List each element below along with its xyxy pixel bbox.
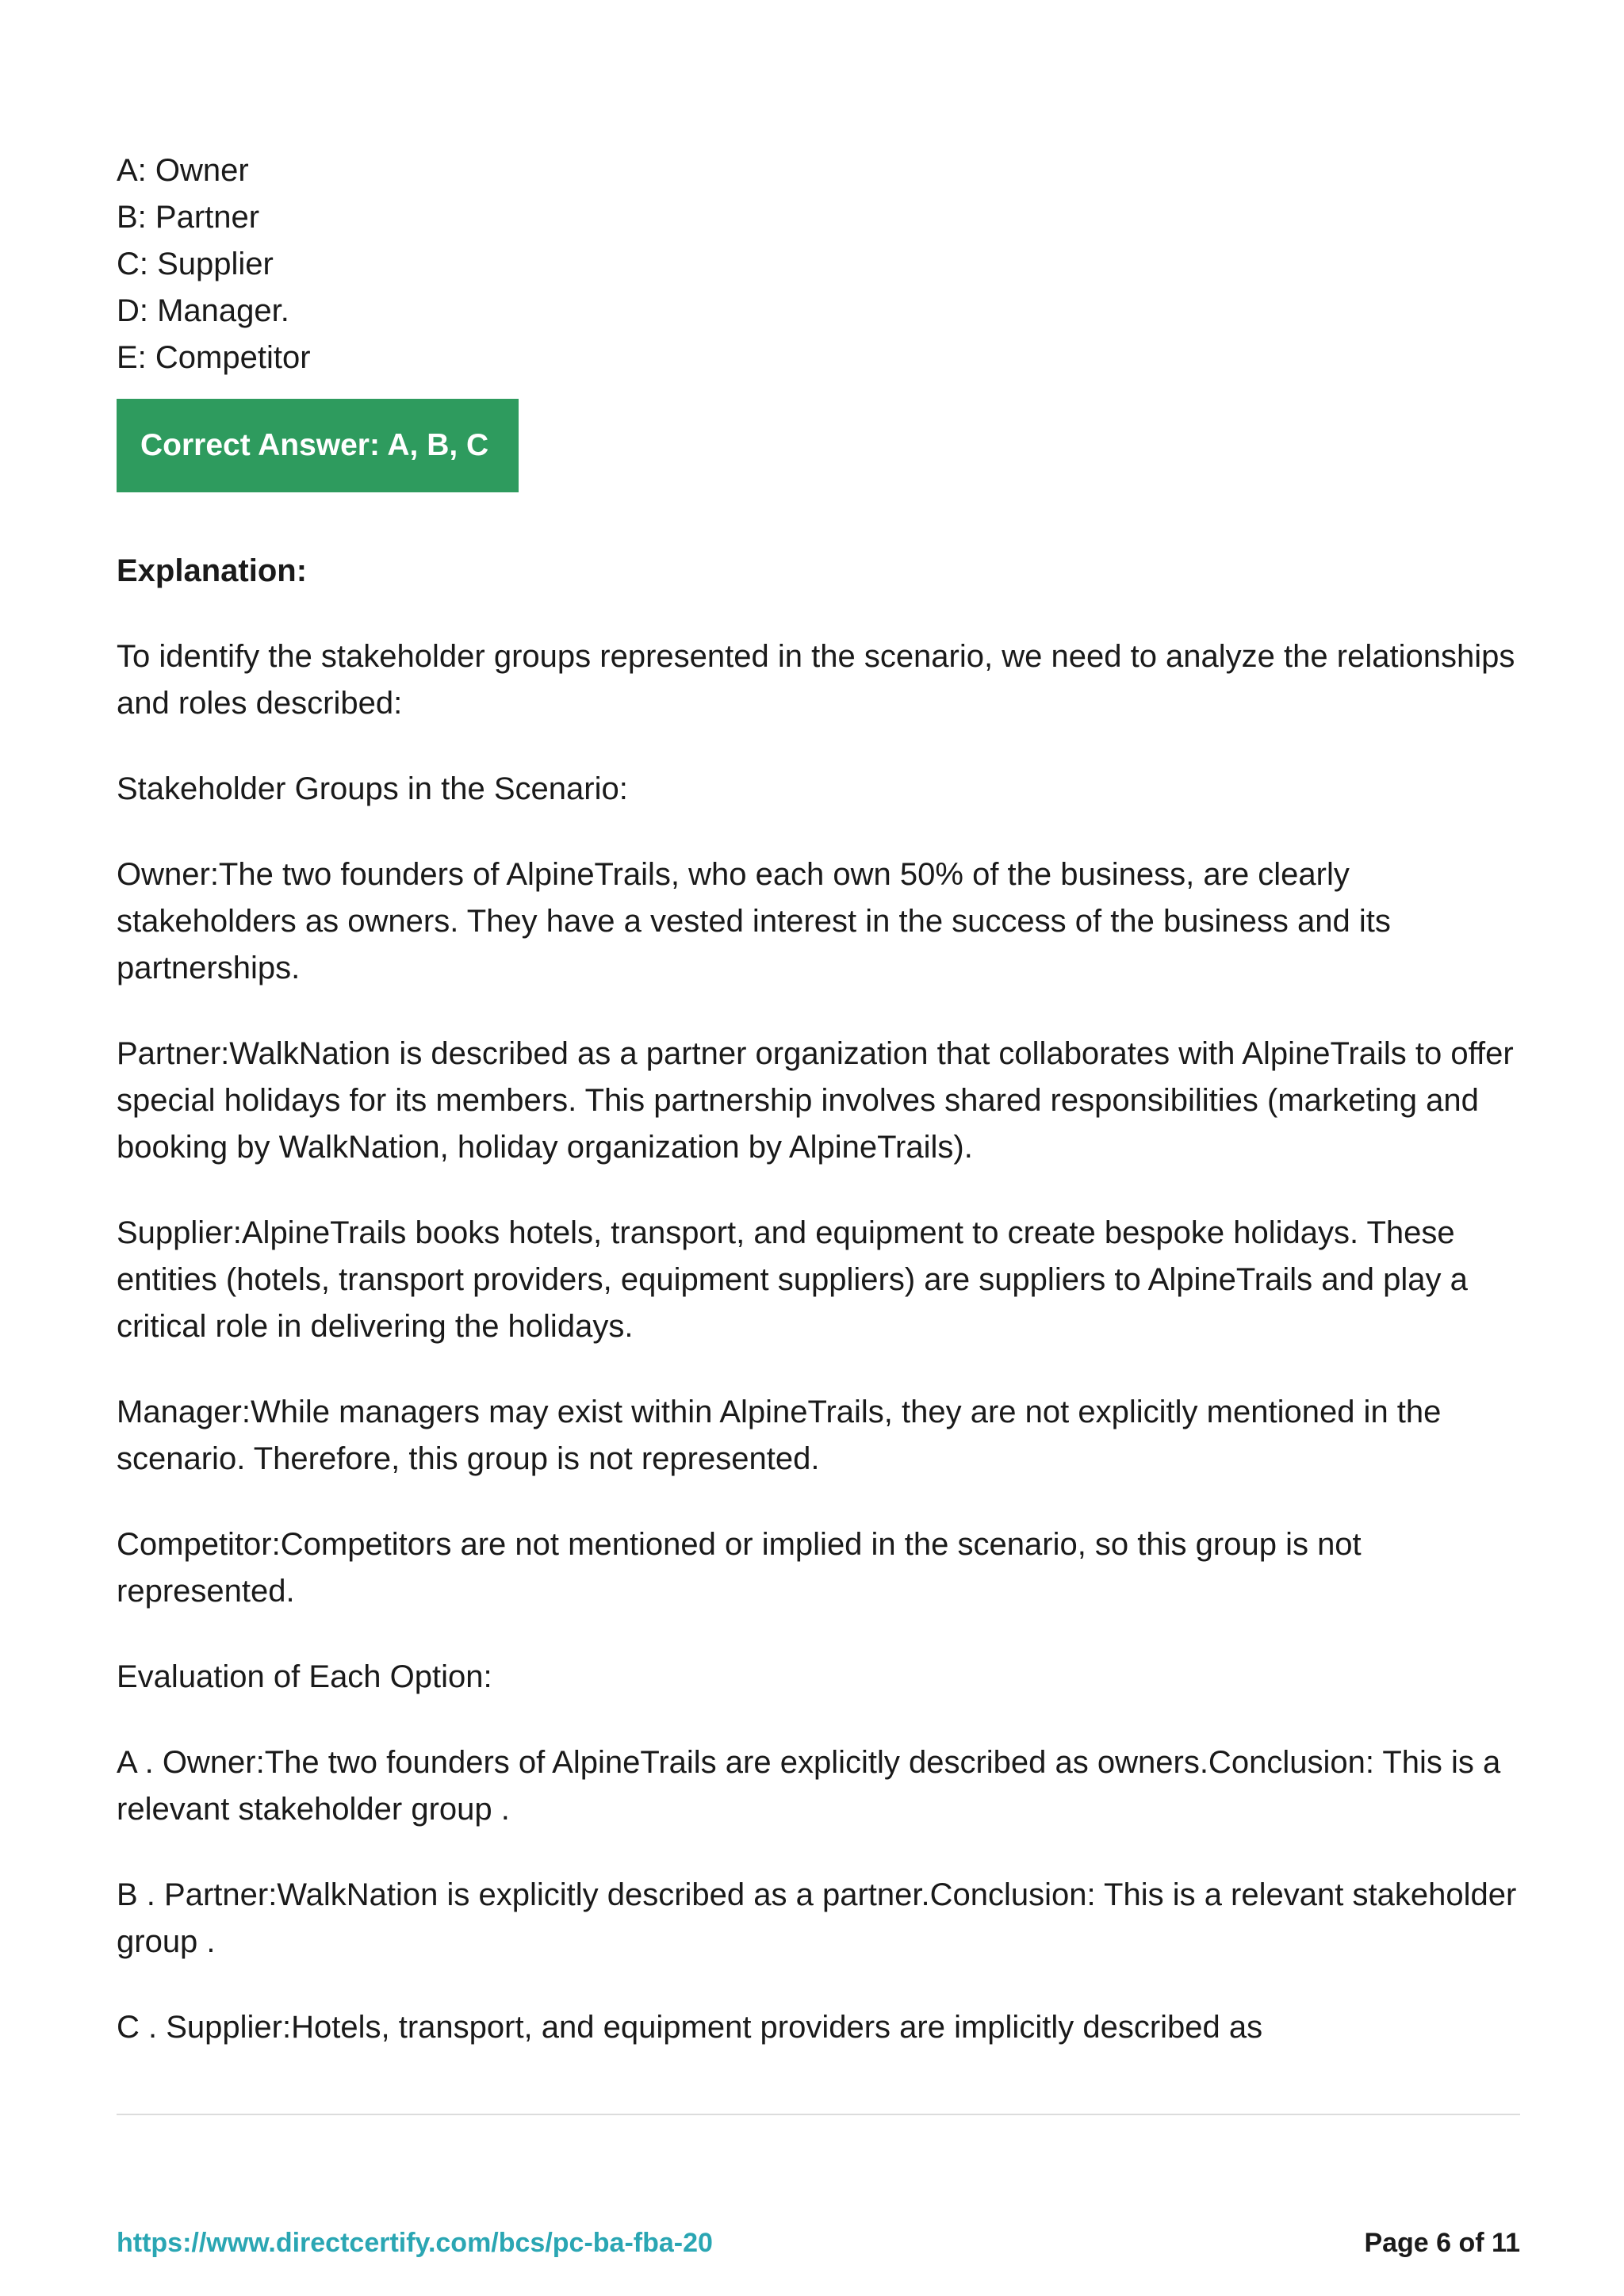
option-b: B: Partner xyxy=(117,200,260,235)
paragraph-evaluation-heading: Evaluation of Each Option: xyxy=(117,1659,492,1694)
paragraph-supplier: Supplier:AlpineTrails books hotels, transport, and equipment to create bespoke holidays. These entities (hotels, transport providers, equipment suppliers) are suppliers to AlpineTrails and play a critical role in delivering the holidays. xyxy=(117,1215,1468,1344)
page-content xyxy=(117,147,1520,2051)
paragraph-groups-heading: Stakeholder Groups in the Scenario: xyxy=(117,771,628,806)
option-a: A: Owner xyxy=(117,153,249,188)
paragraph-competitor: Competitor:Competitors are not mentioned or implied in the scenario, so this group is not represented. xyxy=(117,1527,1362,1609)
page-number: Page 6 of 11 xyxy=(1364,2228,1520,2258)
paragraph-manager: Manager:While managers may exist within AlpineTrails, they are not explicitly mentioned in the scenario. Therefore, this group is not represented. xyxy=(117,1395,1442,1476)
explanation-heading: Explanation: xyxy=(117,553,308,588)
paragraph-partner: Partner:WalkNation is described as a partner organization that collaborates with AlpineTrails to offer special holidays for its members. This partnership involves shared responsibilities (marketing and booking by WalkNation, holiday organization by AlpineTrails). xyxy=(117,1036,1514,1165)
paragraph-eval-a: A . Owner:The two founders of AlpineTrails are explicitly described as owners.Conclusion: This is a relevant stakeholder group . xyxy=(117,1745,1501,1827)
option-c: C: Supplier xyxy=(117,247,274,281)
paragraph-intro: To identify the stakeholder groups represented in the scenario, we need to analyze the relationships and roles described: xyxy=(117,639,1515,721)
option-e: E: Competitor xyxy=(117,340,311,375)
paragraph-eval-c: C . Supplier:Hotels, transport, and equipment providers are implicitly described as xyxy=(117,2010,1263,2045)
paragraph-eval-b: B . Partner:WalkNation is explicitly described as a partner.Conclusion: This is a relevant stakeholder group . xyxy=(117,1877,1517,1959)
paragraph-owner: Owner:The two founders of AlpineTrails, who each own 50% of the business, are clearly stakeholders as owners. They have a vested interest in the success of the business and its partnerships. xyxy=(117,857,1391,985)
answer-options xyxy=(117,147,1520,381)
footer-divider xyxy=(117,2114,1520,2115)
footer-url-link[interactable]: https://www.directcertify.com/bcs/pc-ba-fba-20 xyxy=(117,2228,713,2258)
option-d: D: Manager. xyxy=(117,293,289,328)
correct-answer-badge: Correct Answer: A, B, C xyxy=(117,399,519,492)
